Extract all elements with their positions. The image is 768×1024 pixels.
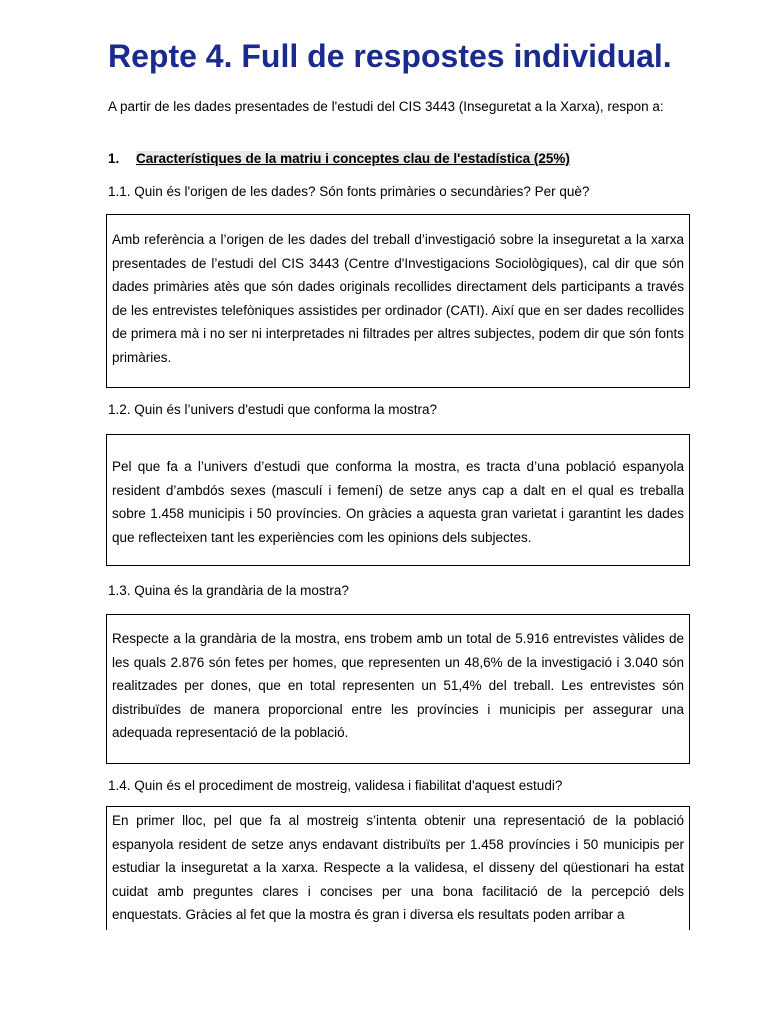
- intro-text: A partir de les dades presentades de l'estudi del CIS 3443 (Inseguretat a la Xarxa), respon a:: [108, 99, 664, 114]
- answer-box-1-2: [106, 434, 690, 566]
- section-heading: [108, 151, 708, 166]
- answer-box-1-1: [106, 214, 690, 388]
- question-1-4: 1.4. Quin és el procediment de mostreig, validesa i fiabilitat d'aquest estudi?: [108, 778, 563, 793]
- answer-1-2-text: Pel que fa a l’univers d’estudi que conforma la mostra, es tracta d’una població espanyola resident d’ambdós sexes (masculí i femení) de setze anys cap a dalt en el qual es treballa sobre 1.458 municipis i 50 províncies. On gràcies a aquesta gran varietat i garantint les dades que reflecteixen tant les experiències com les opinions dels subjectes.: [112, 459, 684, 545]
- section-title: Característiques de la matriu i conceptes clau de l'estadística (25%): [136, 151, 570, 166]
- answer-box-1-4: [106, 806, 690, 930]
- question-1-2: 1.2. Quin és l’univers d'estudi que conforma la mostra?: [108, 402, 437, 417]
- section-number: 1.: [108, 151, 120, 166]
- answer-box-1-3: [106, 614, 690, 764]
- question-1-3: 1.3. Quina és la grandària de la mostra?: [108, 583, 349, 598]
- question-1-1: 1.1. Quin és l'origen de les dades? Són fonts primàries o secundàries? Per què?: [108, 184, 590, 199]
- answer-1-1-text: Amb referència a l’origen de les dades del treball d’investigació sobre la inseguretat a la xarxa presentades de l’estudi del CIS 3443 (Centre d'Investigacions Sociològiques), cal dir que són dades primàries atès que són dades originals recollides directament dels participants a través de les entrevistes telefòniques assistides per ordinador (CATI). Així que en ser dades recollides de primera mà i no ser ni interpretades ni filtrades per altres subjectes, podem dir que són fonts primàries.: [112, 232, 684, 365]
- answer-1-4-text: En primer lloc, pel que fa al mostreig s’intenta obtenir una representació de la població espanyola resident de setze anys endavant distribuïts per 1.458 províncies i 50 municipis per estudiar la inseguretat a la xarxa. Respecte a la validesa, el disseny del qüestionari ha estat cuidat amb preguntes clares i concises per una bona facilitació de la percepció dels enquestats. Gràcies al fet que la mostra és gran i diversa els resultats poden arribar a: [112, 813, 684, 922]
- answer-1-3-text: Respecte a la grandària de la mostra, ens trobem amb un total de 5.916 entrevistes vàlides de les quals 2.876 són fetes per homes, que representen un 48,6% de la investigació i 3.040 són realitzades per dones, que en total representen un 51,4% del treball. Les entrevistes són distribuïdes de manera proporcional entre les províncies i municipis per assegurar una adequada representació de la població.: [112, 631, 684, 740]
- page-title: Repte 4. Full de respostes individual.: [108, 38, 672, 74]
